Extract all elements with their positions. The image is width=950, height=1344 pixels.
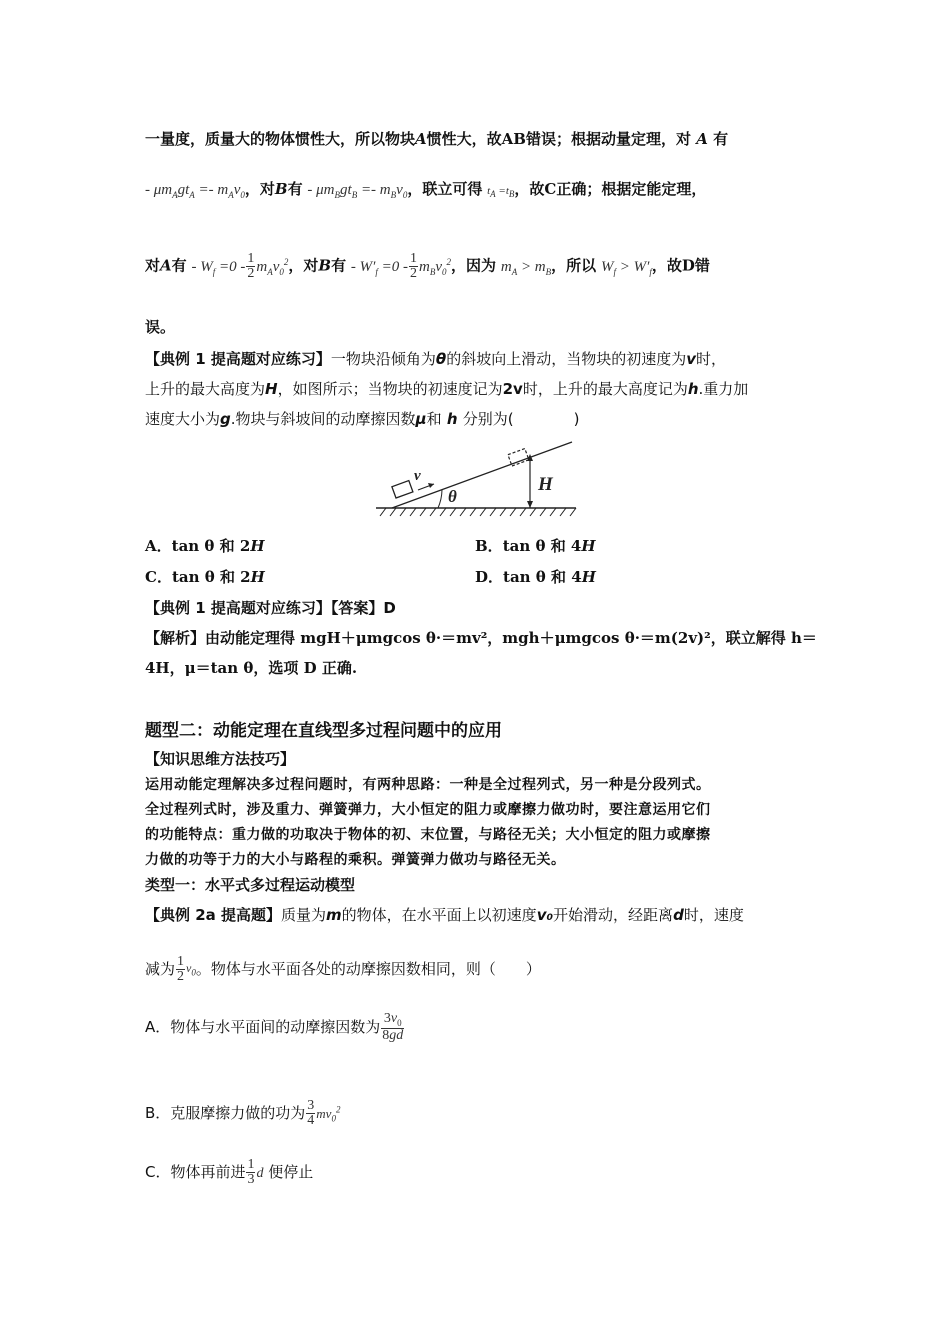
equation-energy-A: - $W_f =0$ -: [191, 258, 246, 277]
prev-line-3: 对A有 - $W_f =0$ - $\frac{1}{2}$ $m_Av_0^2$，对B有 - $W'_f =0$ - $\frac{1}{2}$ $m_Bv_0^2$，因为 $m_A > m_B$，所以 $W_f > W'_f$，故D错: [145, 251, 710, 281]
example2-option-a[interactable]: A．物体与水平面间的动摩擦因数为 $\frac{3v_0}{8gd}$: [145, 1011, 404, 1043]
example1-line-2: 上升的最大高度为H，如图所示；当物块的初速度记为2v时，上升的最大高度记为h.重力加: [145, 380, 749, 398]
tip-line-4: 力做的功等于力的大小与路程的乘积。弹簧弹力做功与路径无关。: [145, 852, 566, 868]
prev-line-4: 误。: [145, 318, 176, 336]
incline-diagram: [372, 436, 582, 522]
example1-answer: 【典例 1 提高题对应练习】【答案】D: [145, 599, 396, 617]
example1-option-d[interactable]: D．tan θ 和 4H: [475, 568, 596, 586]
example2-line-1: 【典例 2a 提高题】质量为m的物体，在水平面上以初速度v₀开始滑动，经距离d时，速度: [145, 906, 744, 924]
inequality-mass: $m_A > m_B$: [500, 258, 552, 277]
equation-momentum-A: - $\mu m_Agt_A =- m_Av_0$: [145, 182, 245, 200]
example1-analysis-2: 4H，μ＝tan θ，选项 D 正确.: [145, 659, 358, 677]
fraction-half-v0: $\frac{1}{2}$: [177, 954, 185, 984]
example1-line-3: 速度大小为g.物块与斜坡间的动摩擦因数μ和 h 分别为( ): [145, 410, 580, 428]
example2-option-b[interactable]: B．克服摩擦力做的功为 $\frac{3}{4}$ $mv_0^2$: [145, 1098, 341, 1128]
equation-energy-B: - $W'_f =0$ -: [350, 258, 409, 277]
section-title: 题型二：动能定理在直线型多过程问题中的应用: [145, 721, 502, 741]
angle-label: θ: [448, 487, 457, 506]
fraction-third: $\frac{1}{3}$: [247, 1157, 255, 1187]
type-heading: 类型一：水平式多过程运动模型: [145, 876, 356, 894]
example2-option-c[interactable]: C．物体再前进 $\frac{1}{3}$ d 便停止: [145, 1157, 314, 1187]
equation-time-equal: $t_A =t_B$: [487, 185, 515, 200]
equation-momentum-B: - $\mu m_Bgt_B =- m_Bv_0$: [307, 182, 408, 200]
fraction-mu: $\frac{3v_0}{8gd}$: [382, 1011, 404, 1043]
inequality-work: $W_f > W'_f$: [600, 258, 652, 277]
tip-line-3: 的功能特点：重力做的功取决于物体的初、末位置，与路径无关；大小恒定的阻力或摩擦: [145, 827, 711, 843]
ground-hatching: [380, 508, 576, 516]
example2-line-2: 减为 $\frac{1}{2}$ $v_0$。物体与水平面各处的动摩擦因数相同，则（ ）: [145, 954, 541, 984]
example1-option-b[interactable]: B．tan θ 和 4H: [475, 537, 596, 555]
velocity-label: v: [414, 468, 421, 484]
example1-line-1: 【典例 1 提高题对应练习】一物块沿倾角为θ的斜坡向上滑动，当物块的初速度为v时，: [145, 350, 727, 368]
height-label: H: [538, 474, 553, 495]
example1-analysis-1: 【解析】由动能定理得 mgH＋μmgcos θ·＝mv²，mgh＋μmgcos θ·＝m(2v)²，联立解得 h＝: [145, 629, 817, 647]
method-heading: 【知识思维方法技巧】: [145, 750, 296, 768]
tip-line-1: 运用动能定理解决多过程问题时，有两种思路：一种是全过程列式，另一种是分段列式。: [145, 777, 711, 793]
example1-option-c[interactable]: C．tan θ 和 2H: [145, 568, 265, 586]
block-top-position: [508, 449, 529, 466]
block: [392, 481, 413, 498]
prev-line-2: - $\mu m_Agt_A =- m_Av_0$，对B有 - $\mu m_Bgt_B =- m_Bv_0$，联立可得 $t_A =t_B$，故C正确；根据定能定理，: [145, 180, 707, 200]
tip-line-2: 全过程列式时，涉及重力、弹簧弹力，大小恒定的阻力或摩擦力做功时，要注意运用它们: [145, 802, 711, 818]
prev-line-1: 一量度，质量大的物体惯性大，所以物块A惯性大，故AB错误；根据动量定理，对 A 有: [145, 130, 729, 148]
example1-option-a[interactable]: A．tan θ 和 2H: [145, 537, 265, 555]
fraction-three-quarters: $\frac{3}{4}$: [307, 1098, 315, 1128]
